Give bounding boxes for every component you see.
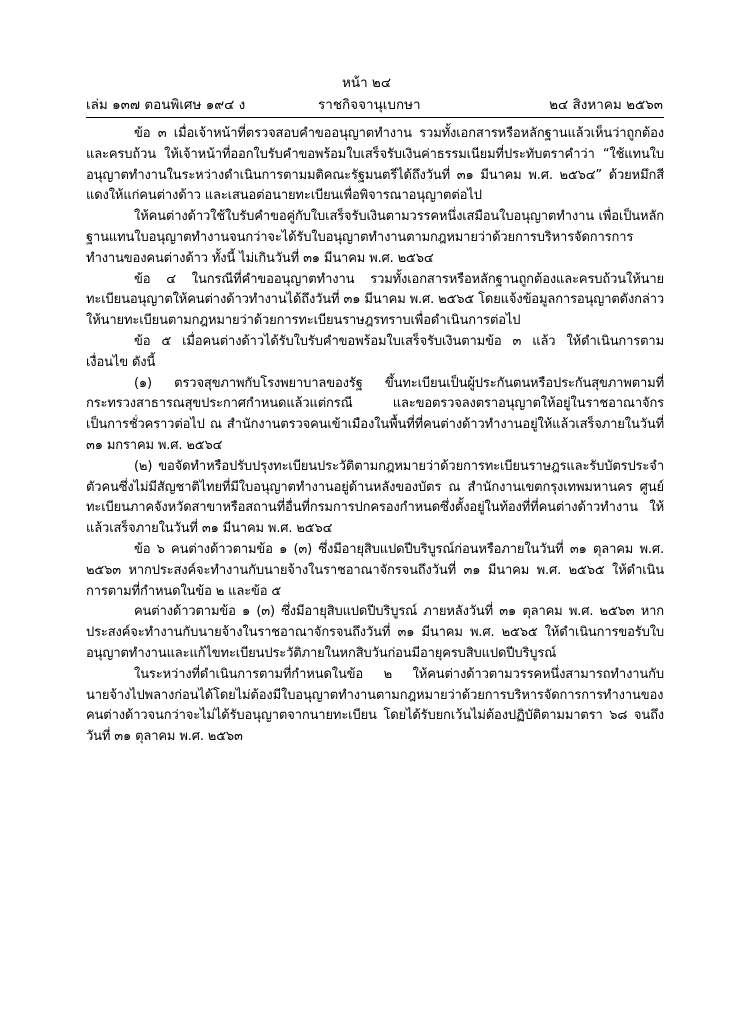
gazette-header [0,96,733,116]
volume-issue: เล่ม ๑๓๗ ตอนพิเศษ ๑๙๔ ง [86,97,246,113]
paragraph-clause-4: ข้อ ๔ ในกรณีที่คำขออนุญาตทำงาน รวมทั้งเอกสารหรือหลักฐานถูกต้องและครบถ้วนให้นายทะเบียนอนุญาตให้คนต่างด้าวทำงานได้ถึงวันที่ ๓๑ มีนาคม พ.ศ. ๒๕๖๕ โดยแจ้งข้อมูลการอนุญาตดังกล่าวให้นายทะเบียนตามกฎหมายว่าด้วยการทะเบียนราษฎรทราบเพื่อดำเนินการต่อไป [86,271,664,329]
document-body [86,124,664,748]
paragraph-clause-6: ข้อ ๖ คนต่างด้าวตามข้อ ๑ (๓) ซึ่งมีอายุสิบแปดปีบริบูรณ์ก่อนหรือภายในวันที่ ๓๑ ตุลาคม พ.ศ. ๒๕๖๓ หากประสงค์จะทำงานกับนายจ้างในราชอาณาจักรจนถึงวันที่ ๓๑ มีนาคม พ.ศ. ๒๕๖๕ ให้ดำเนินการตามที่กำหนดในข้อ ๒ และข้อ ๕ [86,541,664,599]
paragraph-clause-3: ข้อ ๓ เมื่อเจ้าหน้าที่ตรวจสอบคำขออนุญาตทำงาน รวมทั้งเอกสารหรือหลักฐานแล้วเห็นว่าถูกต้องและครบถ้วน ให้เจ้าหน้าที่ออกใบรับคำขอพร้อมใบเสร็จรับเงินค่าธรรมเนียมที่ประทับตราคำว่า “ใช้แทนใบอนุญาตทำงานในระหว่างดำเนินการตามมติคณะรัฐมนตรีได้ถึงวันที่ ๓๑ มีนาคม พ.ศ. ๒๕๖๔” ด้วยหมึกสีแดงให้แก่คนต่างด้าว และเสนอต่อนายทะเบียนเพื่อพิจารณาอนุญาตต่อไป [86,126,664,204]
header-divider [86,117,664,118]
paragraph-clause-3-receipt-use: ให้คนต่างด้าวใช้ใบรับคำขอคู่กับใบเสร็จรับเงินตามวรรคหนึ่งเสมือนใบอนุญาตทำงาน เพื่อเป็นหลักฐานแทนใบอนุญาตทำงานจนกว่าจะได้รับใบอนุญาตทำงานตามกฎหมายว่าด้วยการบริหารจัดการการทำงานของคนต่างด้าว ทั้งนี้ ไม่เกินวันที่ ๓๑ มีนาคม พ.ศ. ๒๕๖๔ [86,209,664,266]
paragraph-clause-5: ข้อ ๕ เมื่อคนต่างด้าวได้รับใบรับคำขอพร้อมใบเสร็จรับเงินตามข้อ ๓ แล้ว ให้ดำเนินการตามเงื่อนไข ดังนี้ [86,333,664,370]
paragraph-clause-6-second: คนต่างด้าวตามข้อ ๑ (๓) ซึ่งมีอายุสิบแปดปีบริบูรณ์ ภายหลังวันที่ ๓๑ ตุลาคม พ.ศ. ๒๕๖๓ หากประสงค์จะทำงานกับนายจ้างในราชอาณาจักรจนถึงวันที่ ๓๑ มีนาคม พ.ศ. ๒๕๖๕ ให้ดำเนินการขอรับใบอนุญาตทำงานและแก้ไขทะเบียนประวัติภายในหกสิบวันก่อนมีอายุครบสิบแปดปีบริบูรณ์ [86,604,664,661]
paragraph-clause-5-item-2: (๒) ขอจัดทำหรือปรับปรุงทะเบียนประวัติตามกฎหมายว่าด้วยการทะเบียนราษฎรและรับบัตรประจำตัวคนซึ่งไม่มีสัญชาติไทยที่มีใบอนุญาตทำงานอยู่ด้านหลังของบัตร ณ สำนักงานเขตกรุงเทพมหานคร ศูนย์ทะเบียนภาคจังหวัดสาขาหรือสถานที่อื่นที่กรมการปกครองกำหนดซึ่งตั้งอยู่ในท้องที่ที่คนต่างด้าวทำงาน ให้แล้วเสร็จภายในวันที่ ๓๑ มีนาคม พ.ศ. ๒๕๖๔ [86,458,664,537]
page-number: หน้า ๒๔ [341,75,392,91]
publication-date: ๒๔ สิงหาคม ๒๕๖๓ [549,97,663,113]
paragraph-clause-5-item-1: (๑) ตรวจสุขภาพกับโรงพยาบาลของรัฐ ขึ้นทะเบียนเป็นผู้ประกันตนหรือประกันสุขภาพตามที่กระทรวงสาธารณสุขประกาศกำหนดแล้วแต่กรณี และขอตรวจลงตราอนุญาตให้อยู่ในราชอาณาจักรเป็นการชั่วคราวต่อไป ณ สำนักงานตรวจคนเข้าเมืองในพื้นที่ที่คนต่างด้าวทำงานอยู่ให้แล้วเสร็จภายในวันที่ ๓๑ มกราคม พ.ศ. ๒๕๖๔ [86,375,664,453]
paragraph-clause-6-third: ในระหว่างที่ดำเนินการตามที่กำหนดในข้อ ๒ ให้คนต่างด้าวตามวรรคหนึ่งสามารถทำงานกับนายจ้างไปพลางก่อนได้โดยไม่ต้องมีใบอนุญาตทำงานตามกฎหมายว่าด้วยการบริหารจัดการการทำงานของคนต่างด้าวจนกว่าจะไม่ได้รับอนุญาตจากนายทะเบียน โดยได้รับยกเว้นไม่ต้องปฏิบัติตามมาตรา ๖๘ จนถึงวันที่ ๓๑ ตุลาคม พ.ศ. ๒๕๖๓ [86,666,664,745]
journal-title: ราชกิจจานุเบกษา [318,97,421,113]
